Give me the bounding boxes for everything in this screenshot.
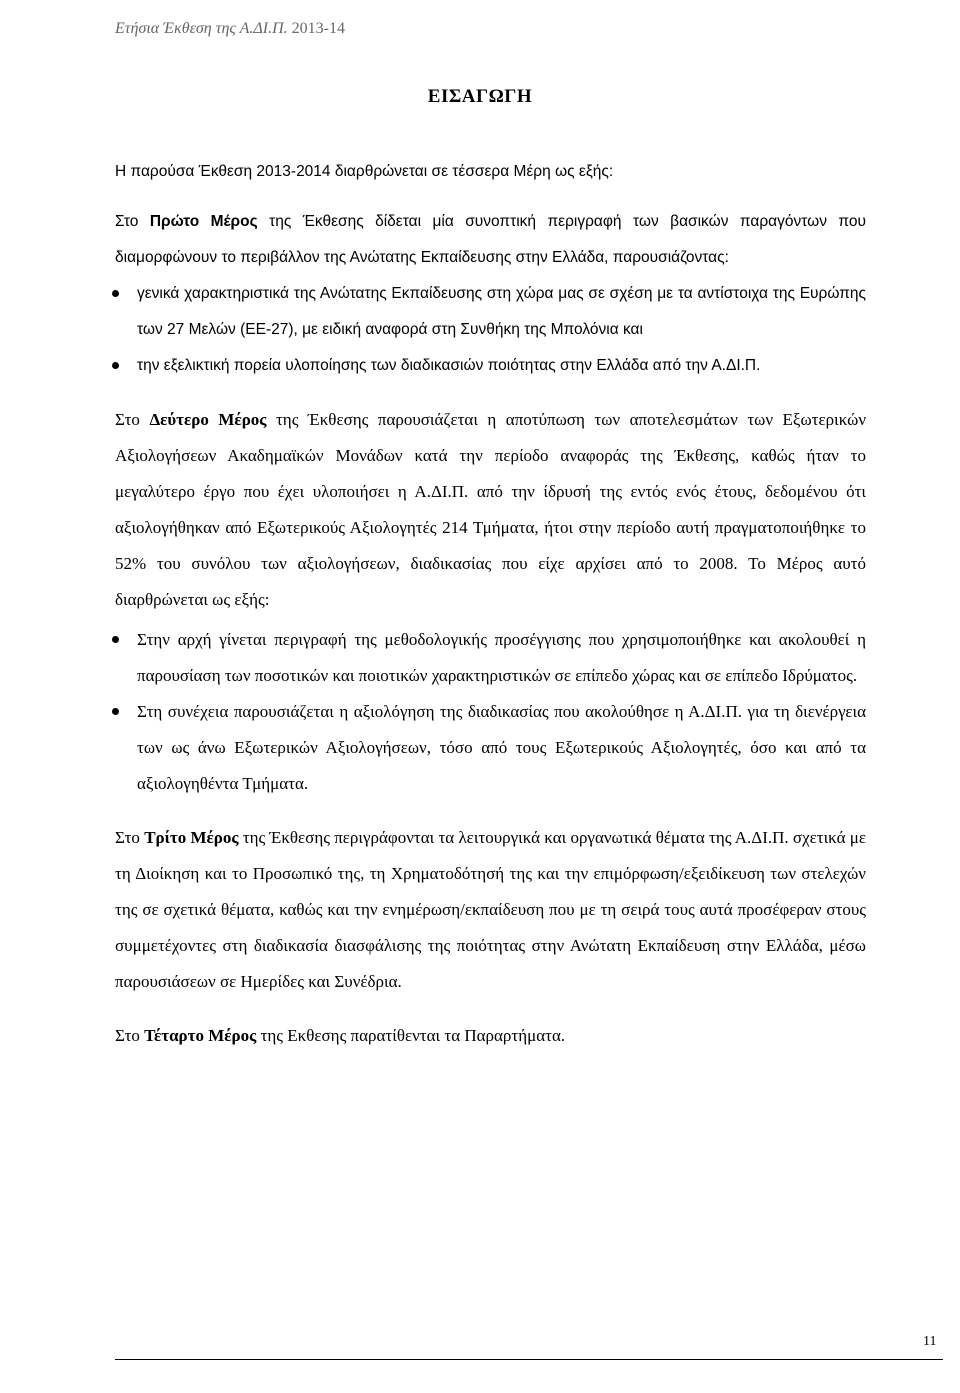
- bullet-icon: [112, 290, 119, 297]
- list-item: [115, 622, 866, 694]
- part4-bold: Τέταρτο Μέρος: [144, 1026, 257, 1045]
- part4-post: της Εκθεσης παρατίθενται τα Παραρτήματα.: [256, 1026, 566, 1045]
- part3-pre: Στο: [115, 828, 145, 847]
- part3-bold: Τρίτο Μέρος: [144, 828, 239, 847]
- part1-paragraph: [115, 204, 866, 276]
- intro-paragraph: Η παρούσα Έκθεση 2013-2014 διαρθρώνεται σε τέσσερα Μέρη ως εξής:: [115, 163, 614, 180]
- list-item: [115, 348, 866, 384]
- list-item: [115, 694, 866, 802]
- running-header: [115, 20, 345, 38]
- header-year: 2013-14: [291, 20, 345, 37]
- footer-rule: [115, 1359, 943, 1360]
- list-item-text: Στη συνέχεια παρουσιάζεται η αξιολόγηση της διαδικασίας που ακολούθησε η Α.ΔΙ.Π. για τη διενέργεια των ως άνω Εξωτερικών Αξιολογήσεων, τόσο από τους Εξωτερικούς Αξιολογητές, όσο και από τα αξιολογηθέντα Τμήματα.: [137, 702, 866, 793]
- list-item-text: γενικά χαρακτηριστικά της Ανώτατης Εκπαίδευσης στη χώρα μας σε σχέση με τα αντίστοιχα της Ευρώπης των 27 Μελών (ΕΕ-27), με ειδική αναφορά στη Συνθήκη της Μπολόνια και: [137, 285, 866, 338]
- part2-post: της Έκθεσης παρουσιάζεται η αποτύπωση των αποτελεσμάτων των Εξωτερικών Αξιολογήσεων Ακαδημαϊκών Μονάδων κατά την περίοδο αναφοράς της Έκθεσης, καθώς ήταν το μεγαλύτερο έργο που έχει υλοποιήσει η Α.ΔΙ.Π. από την ίδρυσή της εντός ενός έτους, δεδομένου ότι αξιολογήθηκαν από Εξωτερικούς Αξιολογητές 214 Τμήματα, ήτοι στην περίοδο αυτή πραγματοποιήθηκε το 52% του συνόλου των αξιολογήσεων, διαδικασίας που είχε αρχίσει από το 2008. Το Μέρος αυτό διαρθρώνεται ως εξής:: [115, 410, 867, 609]
- part1-post: της Έκθεσης δίδεται μία συνοπτική περιγραφή των βασικών παραγόντων που διαμορφώνουν το περιβάλλον της Ανώτατης Εκπαίδευσης στην Ελλάδα, παρουσιάζοντας:: [115, 213, 866, 266]
- part2-bold: Δεύτερο Μέρος: [149, 410, 267, 429]
- bullet-icon: [112, 362, 119, 369]
- part1-bullet-list: [115, 276, 866, 384]
- part1-bold: Πρώτο Μέρος: [149, 213, 258, 230]
- part4-paragraph: [115, 1018, 866, 1054]
- document-body: [115, 154, 866, 1054]
- header-title: Ετήσια Έκθεση της Α.ΔΙ.Π.: [115, 20, 288, 37]
- part3-paragraph: [115, 820, 866, 1000]
- part2-pre: Στο: [115, 410, 150, 429]
- part1-pre: Στο: [115, 213, 150, 230]
- section-title: ΕΙΣΑΓΩΓΗ: [427, 86, 533, 107]
- bullet-icon: [112, 636, 119, 643]
- list-item-text: Στην αρχή γίνεται περιγραφή της μεθοδολογικής προσέγγισης που χρησιμοποιήθηκε και ακολουθεί η παρουσίαση των ποσοτικών και ποιοτικών χαρακτηριστικών σε επίπεδο χώρας και σε επίπεδο Ιδρύματος.: [137, 630, 866, 685]
- list-item-text: την εξελικτική πορεία υλοποίησης των διαδικασιών ποιότητας στην Ελλάδα από την Α.ΔΙ.Π.: [137, 357, 761, 374]
- bullet-icon: [112, 708, 119, 715]
- part2-paragraph: [115, 402, 866, 618]
- part4-pre: Στο: [115, 1026, 145, 1045]
- part3-post: της Έκθεσης περιγράφονται τα λειτουργικά και οργανωτικά θέματα της Α.ΔΙ.Π. σχετικά με τη Διοίκηση και το Προσωπικό της, τη Χρηματοδότησή της και την επιμόρφωση/εξειδίκευση των στελεχών της σε σχετικά θέματα, καθώς και την ενημέρωση/εκπαίδευση που με τη σειρά τους αυτά προσέφεραν στους συμμετέχοντες στη διαδικασία διασφάλισης της ποιότητας στην Ανώτατη Εκπαίδευση στην Ελλάδα, μέσω παρουσιάσεων σε Ημερίδες και Συνέδρια.: [115, 828, 867, 991]
- page-number: 11: [923, 1334, 937, 1349]
- part2-bullet-list: [115, 622, 866, 802]
- list-item: [115, 276, 866, 348]
